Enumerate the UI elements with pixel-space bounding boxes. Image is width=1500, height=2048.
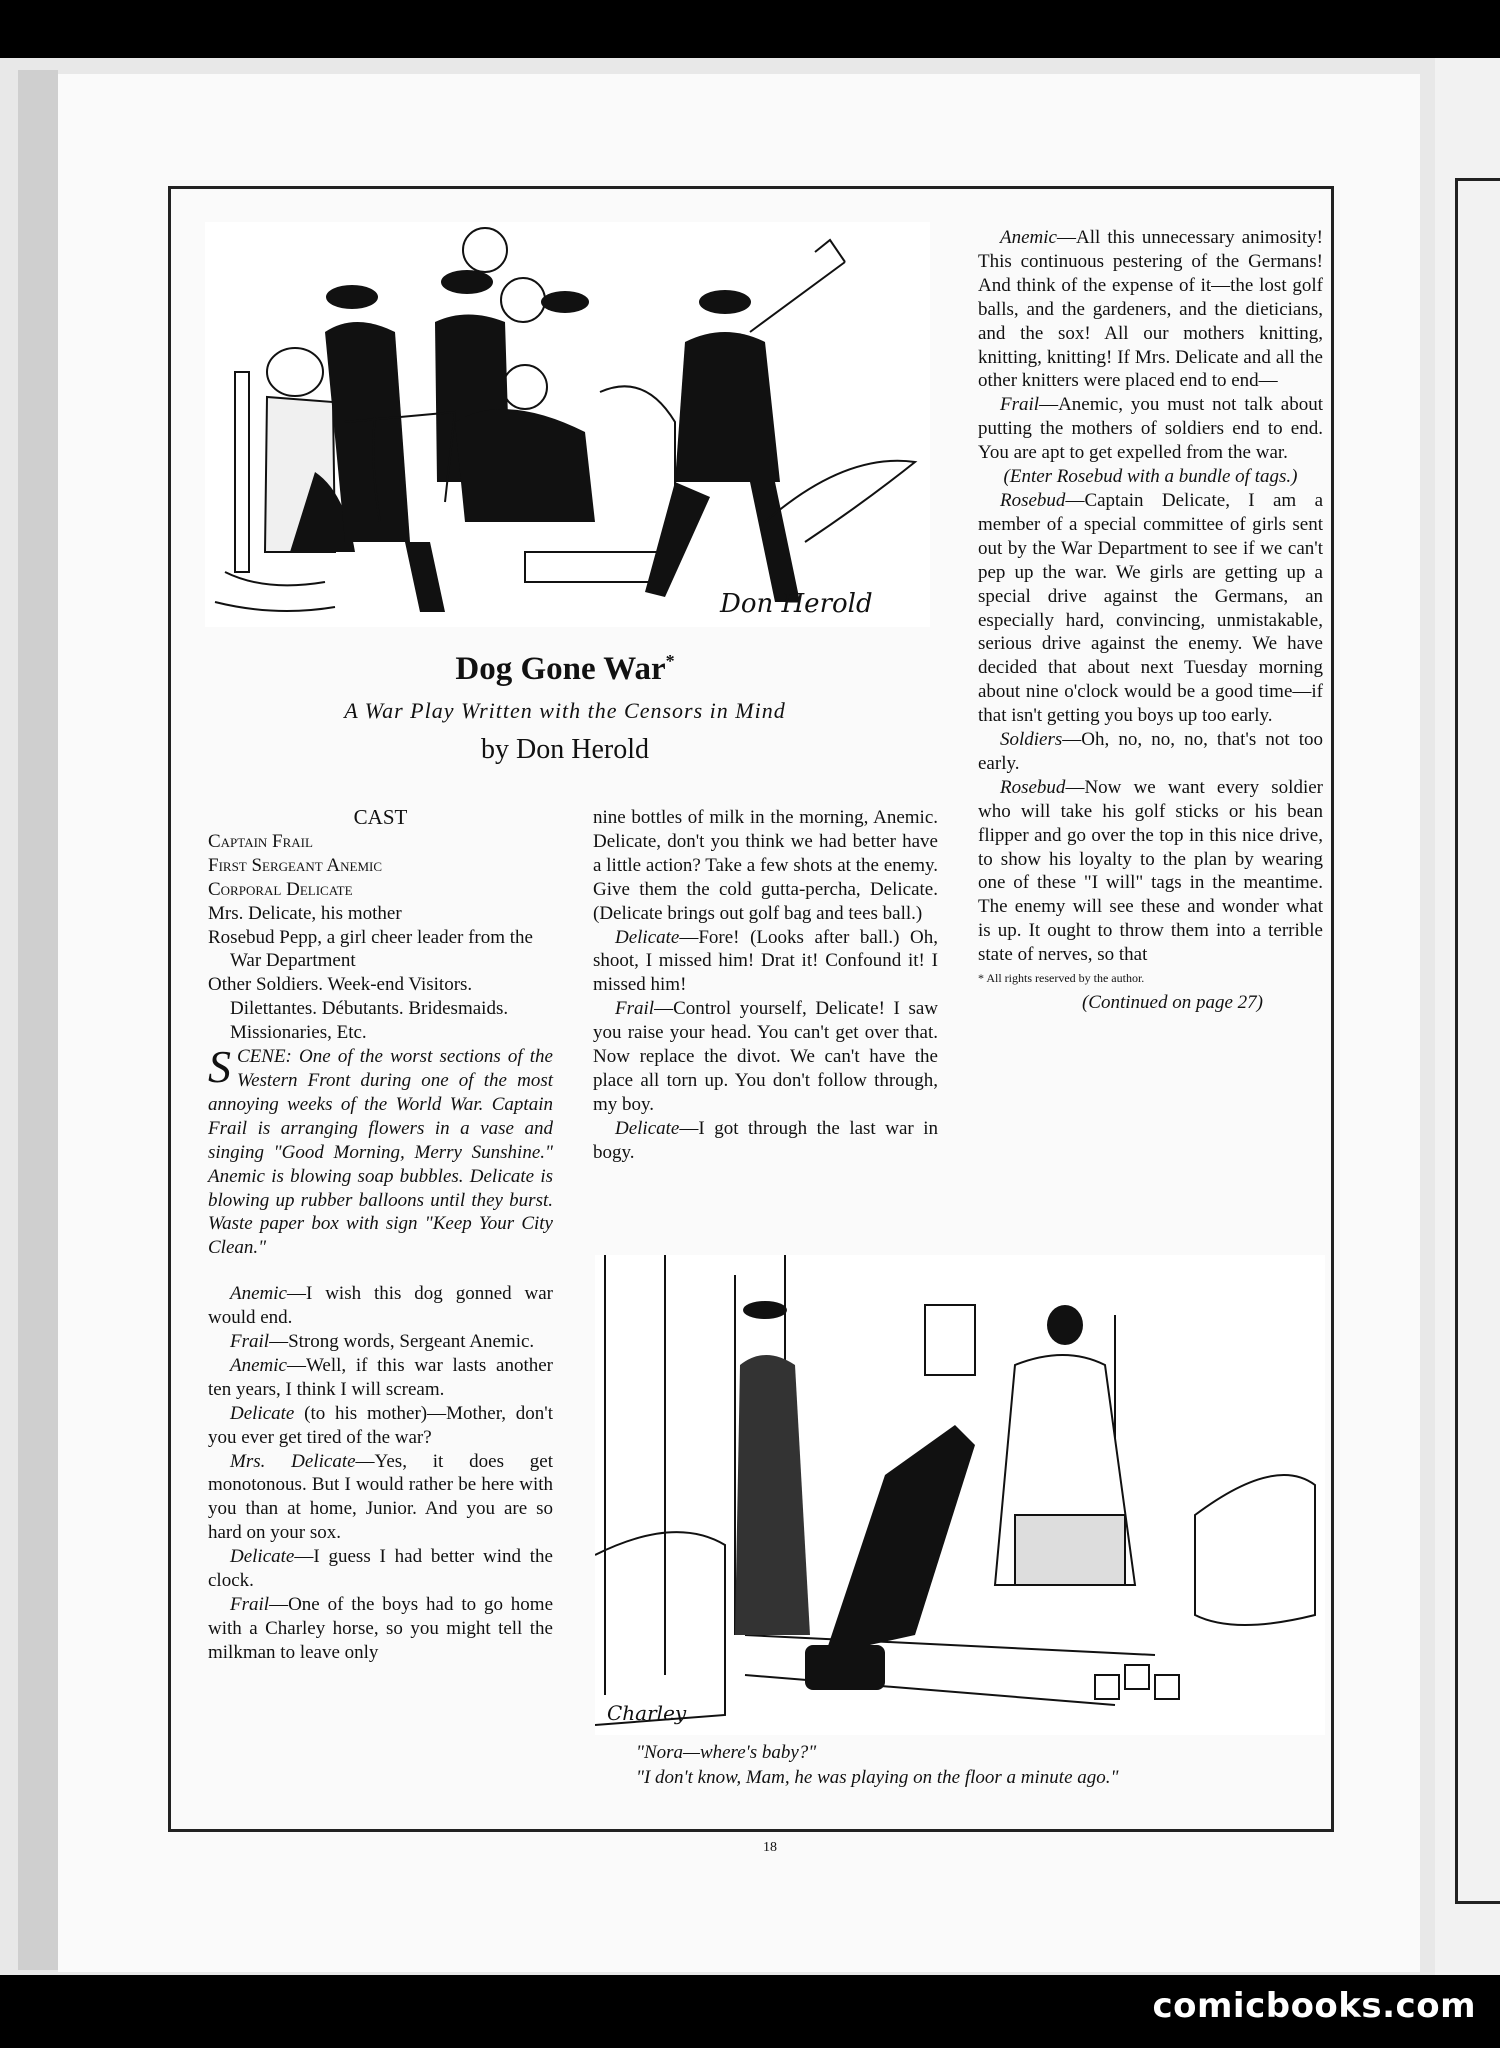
scan-border-top [0, 0, 1500, 58]
dialogue-line: Mrs. Delicate—Yes, it does get monotonous. But I would rather be here with you than at home, Junior. And you are so hard on your sox. [208, 1450, 553, 1544]
title-footnote-mark: * [665, 651, 675, 671]
dialogue-line: Delicate—I got through the last war in bogy. [593, 1117, 938, 1163]
article-title: Dog Gone War* [455, 651, 675, 687]
caption-line: "Nora—where's baby?" [636, 1742, 817, 1763]
page-number: 18 [763, 1840, 777, 1855]
article-subtitle: A War Play Written with the Censors in Mind [344, 697, 786, 723]
article-header [200, 650, 930, 766]
dialogue-line: Anemic—All this unnecessary animosity! This continuous pestering of the Germans! And think of the expense of it—the lost golf balls, and the gardeners, and the dieticians, and the sox! All our mothers knitting, knitting, knitting! If Mrs. Delicate and all the other knitters were placed end to end— [978, 227, 1323, 392]
cast-item: Rosebud Pepp, a girl cheer leader from the War Department [208, 926, 533, 972]
article-byline: by Don Herold [481, 733, 649, 765]
cast-item: Captain Frail [208, 830, 313, 852]
dialogue-line: Rosebud—Captain Delicate, I am a member of a special committee of girls sent out by the War Department to see if we can't pep up the war. We girls are getting up a special drive against the Germans, an especially hard, convincing, unmistakable, serious drive against the enemy. We have decided that about next Tuesday morning about nine o'clock would be a good time—if that isn't getting you boys up too early. [978, 489, 1323, 727]
cartoon-caption [636, 1740, 1326, 1790]
drop-cap: S [208, 1041, 231, 1093]
cartoon-signature: Don Herold [720, 589, 873, 619]
text-column-3 [978, 226, 1323, 1015]
dialogue-line: Frail—Anemic, you must not talk about putting the mothers of soldiers end to end. You are apt to get expelled from the war. [978, 394, 1323, 464]
dialogue-line: Rosebud—Now we want every soldier who will take his golf sticks or his bean flipper and go over the top in this nice drive, to show his loyalty to the plan by wearing one of these "I will" tags in the meantime. The enemy will see these and wonder what is up. It ought to throw them into a terrible state of nerves, so that [978, 776, 1323, 966]
dialogue-line: Frail—One of the boys had to go home with a Charley horse, so you might tell the milkman to leave only [208, 1594, 553, 1663]
dialogue-line: Frail—Control yourself, Delicate! I saw you raise your head. You can't get over that. Now replace the divot. We can't have the place all torn up. You don't follow through, my boy. [593, 998, 938, 1115]
dialogue-line: nine bottles of milk in the morning, Anemic. Delicate, don't you think we had better have a little action? Take a few shots at the enemy. Give them the cold gutta-percha, Delicate. (Delicate brings out golf bag and tees ball.) [593, 807, 938, 924]
cast-heading: CAST [353, 805, 408, 829]
scene-description: SCENE: One of the worst sections of the Western Front during one of the most annoying weeks of the World War. Captain Frail is arranging flowers in a vase and singing "Good Morning, Merry Sunshine." Anemic is blowing soap bubbles. Delicate is blowing up rubber balloons until they burst. Waste paper box with sign "Keep Your City Clean." [208, 1041, 553, 1259]
dialogue-line: Delicate (to his mother)—Mother, don't you ever get tired of the war? [208, 1402, 553, 1448]
caption-line: "I don't know, Mam, he was playing on the floor a minute ago." [636, 1767, 1119, 1788]
cast-item: First Sergeant Anemic [208, 854, 383, 876]
text-column-1 [208, 806, 553, 1665]
facing-page-edge [1435, 58, 1500, 1975]
illustration-vacuum-cleaner [595, 1255, 1325, 1735]
watermark: comicbooks.com [1152, 1986, 1476, 2026]
cast-item: Other Soldiers. Week-end Visitors. Dilettantes. Débutants. Bridesmaids. Missionaries, Etc. [208, 974, 509, 1044]
cast-item: Mrs. Delicate, his mother [208, 902, 402, 924]
text-column-2 [593, 806, 938, 1165]
dialogue-line: Delicate—I guess I had better wind the clock. [208, 1546, 553, 1592]
page-edges [18, 70, 58, 1970]
dialogue-line: Anemic—Well, if this war lasts another ten years, I think I will scream. [208, 1354, 553, 1400]
illustration-soldiers-golf [205, 222, 930, 627]
cast-item: Corporal Delicate [208, 878, 353, 900]
dialogue-line: Anemic—I wish this dog gonned war would end. [208, 1283, 553, 1329]
stage-direction: (Enter Rosebud with a bundle of tags.) [1003, 466, 1298, 488]
dialogue-line: Delicate—Fore! (Looks after ball.) Oh, shoot, I missed him! Drat it! Confound it! I missed him! [593, 926, 938, 996]
footnote: * All rights reserved by the author. [978, 971, 1145, 986]
continued-note: (Continued on page 27) [1081, 992, 1263, 1013]
dialogue-line: Soldiers—Oh, no, no, no, that's not too early. [978, 729, 1323, 774]
cartoon-signature: Charley [607, 1701, 687, 1725]
dialogue-line: Frail—Strong words, Sergeant Anemic. [230, 1331, 535, 1353]
